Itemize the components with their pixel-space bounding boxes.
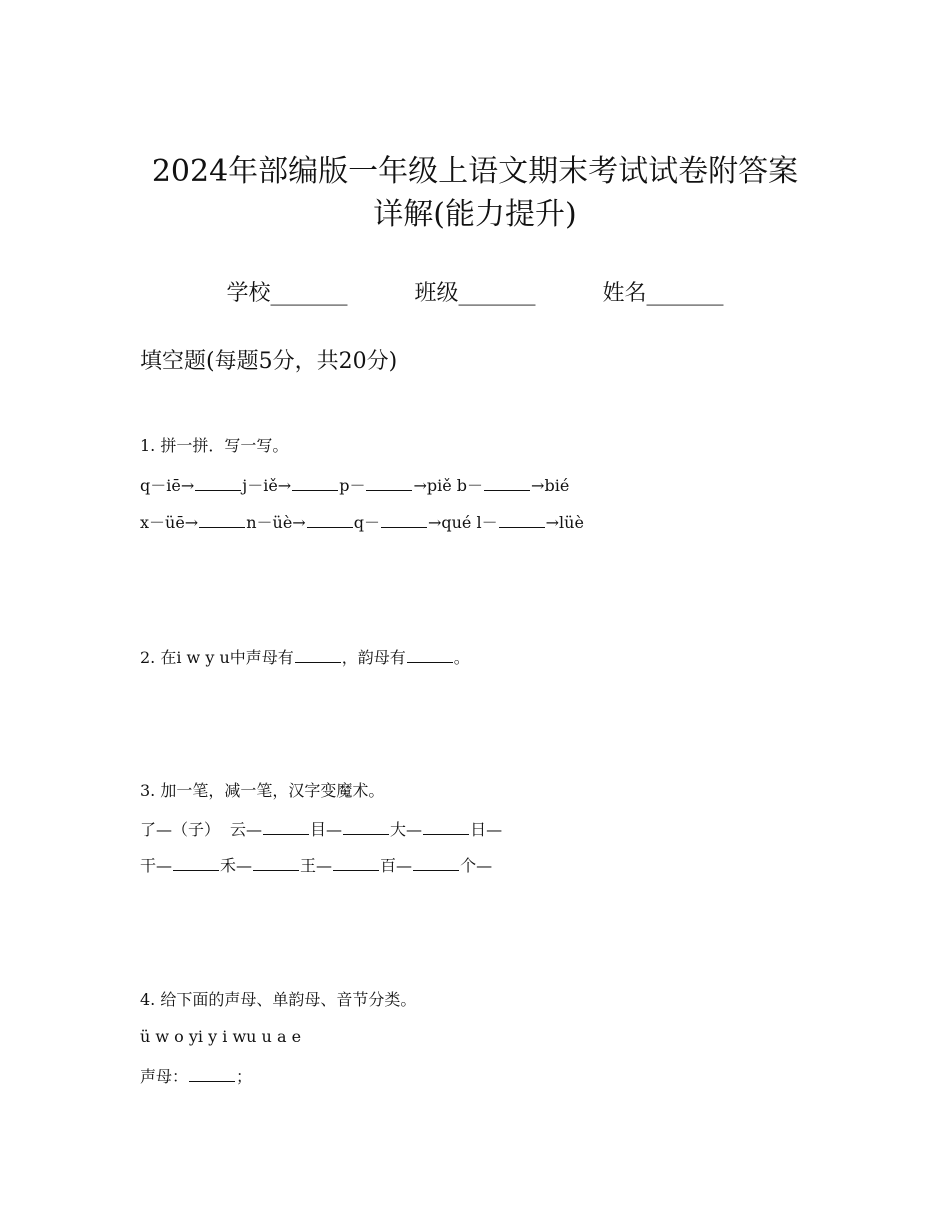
question-3-prompt: 3. 加一笔，减一笔，汉字变魔术。 (140, 781, 385, 800)
char-text: 个— (460, 856, 493, 875)
question-2 (140, 645, 470, 668)
question-4-answer (140, 1064, 252, 1087)
answer-blank[interactable] (413, 856, 459, 871)
class-field: 班级_______ (414, 281, 536, 306)
question-2-text: 。 (453, 648, 470, 667)
pinyin-text: q－ (353, 513, 380, 532)
answer-blank[interactable] (499, 513, 545, 528)
question-3-row-1 (140, 817, 502, 840)
school-field: 学校_______ (226, 281, 348, 306)
answer-blank[interactable] (484, 476, 530, 491)
pinyin-text: p－ (339, 476, 366, 495)
question-1-row-2 (140, 510, 584, 533)
question-4-letters: ü w o yi y i wu u a e (140, 1027, 302, 1046)
pinyin-text: j－iě→ (242, 476, 292, 495)
answer-blank[interactable] (366, 476, 412, 491)
question-3-row-2 (140, 853, 492, 876)
pinyin-text: →bié (531, 476, 570, 495)
answer-blank[interactable] (343, 820, 389, 835)
char-text: 大— (390, 820, 423, 839)
answer-blank[interactable] (195, 476, 241, 491)
char-text: 禾— (220, 856, 253, 875)
answer-blank[interactable] (407, 648, 453, 663)
answer-blank[interactable] (253, 856, 299, 871)
answer-blank[interactable] (173, 856, 219, 871)
question-1-prompt: 1. 拼一拼．写一写。 (140, 436, 289, 455)
student-info-row (0, 276, 950, 307)
answer-blank[interactable] (423, 820, 469, 835)
pinyin-text: →qué l－ (427, 513, 498, 532)
question-2-prompt: 2. 在i w y u中声母有 (140, 648, 294, 667)
char-text: 干— (140, 856, 173, 875)
char-text: 日— (470, 820, 503, 839)
answer-blank[interactable] (295, 648, 341, 663)
char-text: 目— (310, 820, 343, 839)
section-heading: 填空题(每题5分，共20分) (140, 349, 398, 374)
char-text: 王— (300, 856, 333, 875)
pinyin-text: →piě b－ (413, 476, 484, 495)
name-field: 姓名_______ (602, 281, 724, 306)
pinyin-text: q－iē→ (140, 476, 195, 495)
pinyin-text: →lüè (545, 513, 584, 532)
pinyin-text: n－üè→ (246, 513, 306, 532)
answer-blank[interactable] (189, 1067, 235, 1082)
exam-title-line1: 2024年部编版一年级上语文期末考试试卷附答案 (151, 154, 799, 189)
answer-blank[interactable] (333, 856, 379, 871)
question-2-text: ，韵母有 (341, 648, 406, 667)
char-text: 百— (380, 856, 413, 875)
pinyin-text: x－üē→ (140, 513, 199, 532)
answer-blank[interactable] (292, 476, 338, 491)
char-text: 了—（子） (140, 820, 221, 839)
question-4-prompt: 4. 给下面的声母、单韵母、音节分类。 (140, 990, 417, 1009)
question-1-row-1 (140, 473, 569, 496)
answer-end: ； (236, 1067, 253, 1086)
answer-blank[interactable] (307, 513, 353, 528)
answer-blank[interactable] (199, 513, 245, 528)
answer-blank[interactable] (263, 820, 309, 835)
answer-label: 声母： (140, 1067, 189, 1086)
char-text: 云— (230, 820, 263, 839)
answer-blank[interactable] (381, 513, 427, 528)
exam-title-line2: 详解(能力提升) (373, 197, 577, 232)
